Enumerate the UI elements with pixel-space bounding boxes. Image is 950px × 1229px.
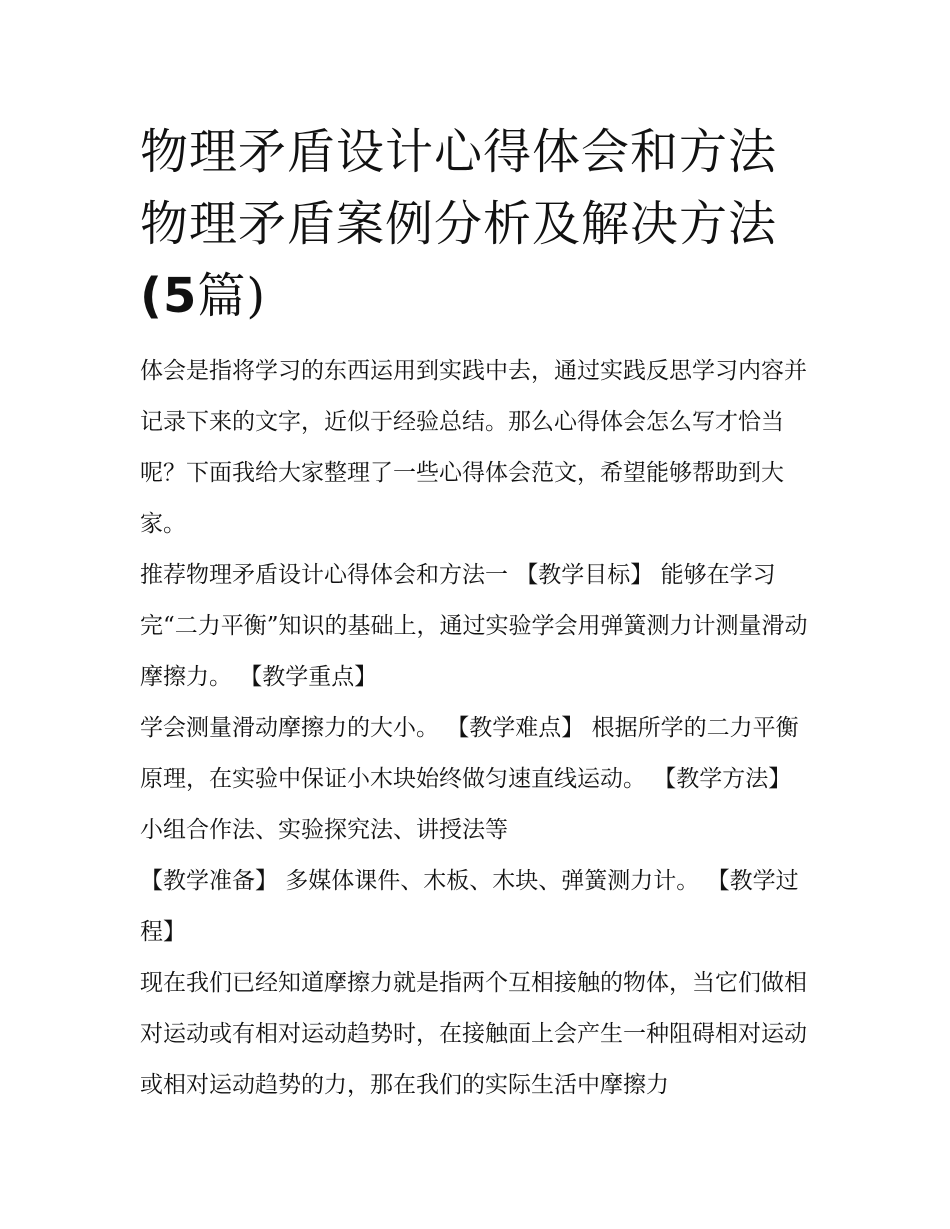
paragraph-teaching-goal: 推荐物理矛盾设计心得体会和方法一 【教学目标】 能够在学习完“二力平衡”知识的基础上，通过实验学会用弹簧测力计测量滑动摩擦力。 【教学重点】 <box>140 562 808 690</box>
paragraph-teaching-preparation: 【教学准备】 多媒体课件、木板、木块、弹簧测力计。 【教学过程】 <box>140 868 799 945</box>
document-title <box>140 116 812 332</box>
title-line-1: 物理矛盾设计心得体会和方法 <box>140 124 778 180</box>
title-count-suffix: 篇) <box>197 268 267 324</box>
paragraph-friction: 现在我们已经知道摩擦力就是指两个互相接触的物体，当它们做相对运动或有相对运动趋势时，在接触面上会产生一种阻碍相对运动或相对运动趋势的力，那在我们的实际生活中摩擦力 <box>140 970 807 1098</box>
title-line-3 <box>140 260 812 332</box>
document-body <box>140 116 812 1111</box>
title-paren-open: ( <box>140 268 163 324</box>
paragraph-teaching-difficulty: 学会测量滑动摩擦力的大小。 【教学难点】 根据所学的二力平衡原理，在实验中保证小木块始终做匀速直线运动。 【教学方法】 小组合作法、实验探究法、讲授法等 <box>140 715 799 843</box>
paragraph-intro: 体会是指将学习的东西运用到实践中去，通过实践反思学习内容并记录下来的文字，近似于经验总结。那么心得体会怎么写才恰当呢？下面我给大家整理了一些心得体会范文，希望能够帮助到大家。 <box>140 358 807 537</box>
title-count: 5 <box>162 268 198 324</box>
title-line-2: 物理矛盾案例分析及解决方法 <box>140 196 778 252</box>
